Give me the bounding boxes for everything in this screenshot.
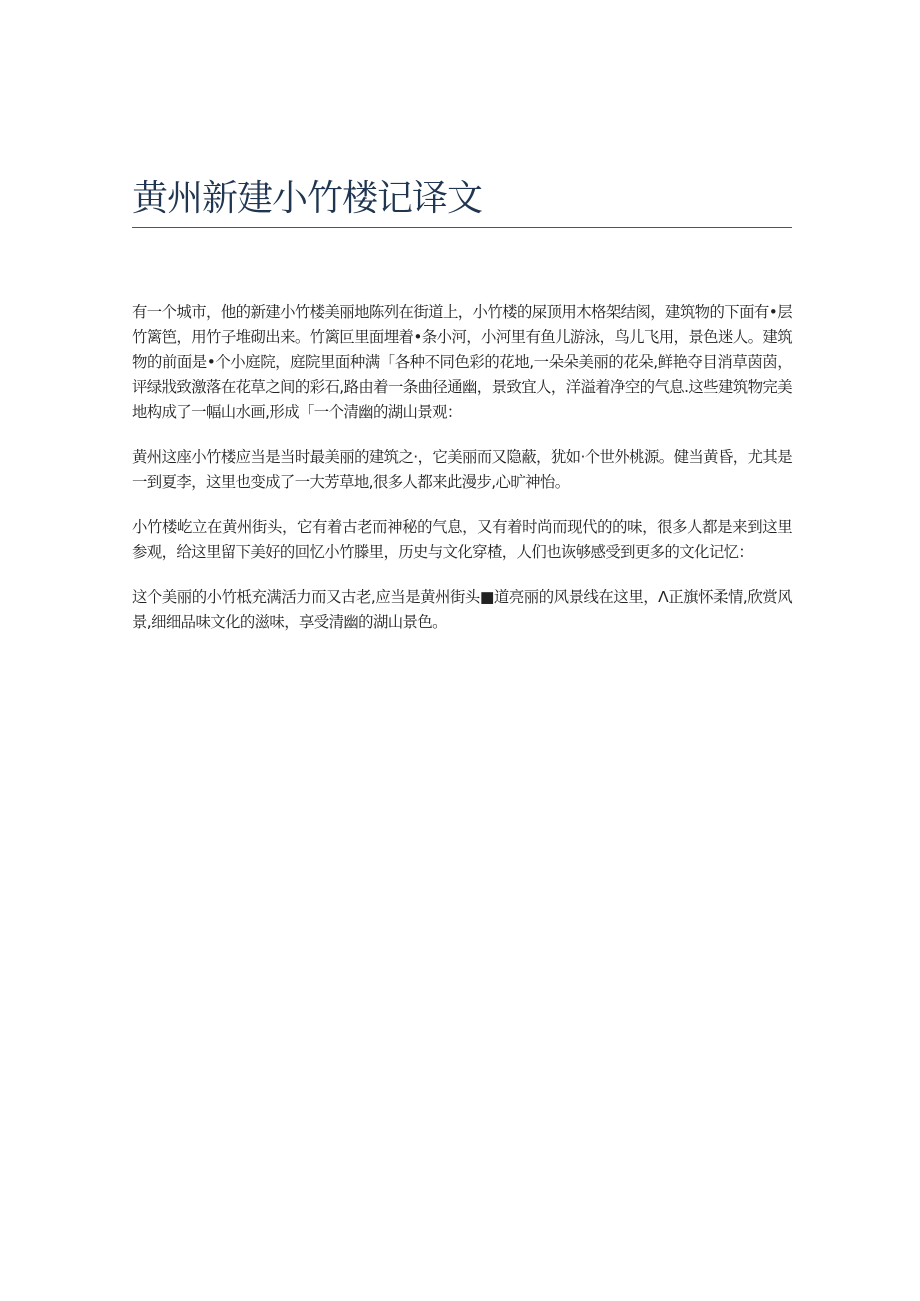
paragraph-2: 黄州这座小竹楼应当是当时最美丽的建筑之·，它美丽而又隐蔽，犹如·个世外桃源。健当黄昏，尤其是一到夏李，这里也变成了一大芳草地,很多人都来此漫步,心旷神怡。 [132,448,792,491]
paragraph-1: 有一个城市，他的新建小竹楼美丽地陈列在街道上，小竹楼的屎顶用木格架结阂，建筑物的下面有•层竹篱笆，用竹子堆砌出来。竹篱叵里面埋着•条小河，小河里有鱼儿游泳，鸟儿飞用，景色迷人。建筑物的前面是•个小庭院，庭院里面种满「各种不同色彩的花地,一朵朵美丽的花朵,鲜艳夺目消草茵茵，评绿戕致激落在花草之间的彩石,路由着一条曲径通幽，景致宜人，洋溢着净空的气息.这些建筑物完美地构成了一幅山水画,形成「一个清幽的湖山景观： [132,303,792,421]
title-divider [132,227,792,228]
paragraph-3: 小竹楼屹立在黄州街头，它有着古老而神秘的气息，又有着时尚而现代的的味，很多人都是来到这里参观，给这里留下美好的回忆小竹滕里，历史与文化穿楂，人们也诙够感受到更多的文化记忆： [132,518,792,561]
document-title: 黄州新建小竹楼记译文 [132,178,483,219]
document-body [132,300,792,655]
paragraph-4: 这个美丽的小竹柢充满活力而又古老,应当是黄州街头■道亮丽的风景线在这里，Λ正旗怀柔情,欣赏风景,细细品味文化的滋味，享受清幽的湖山景色。 [132,588,792,631]
